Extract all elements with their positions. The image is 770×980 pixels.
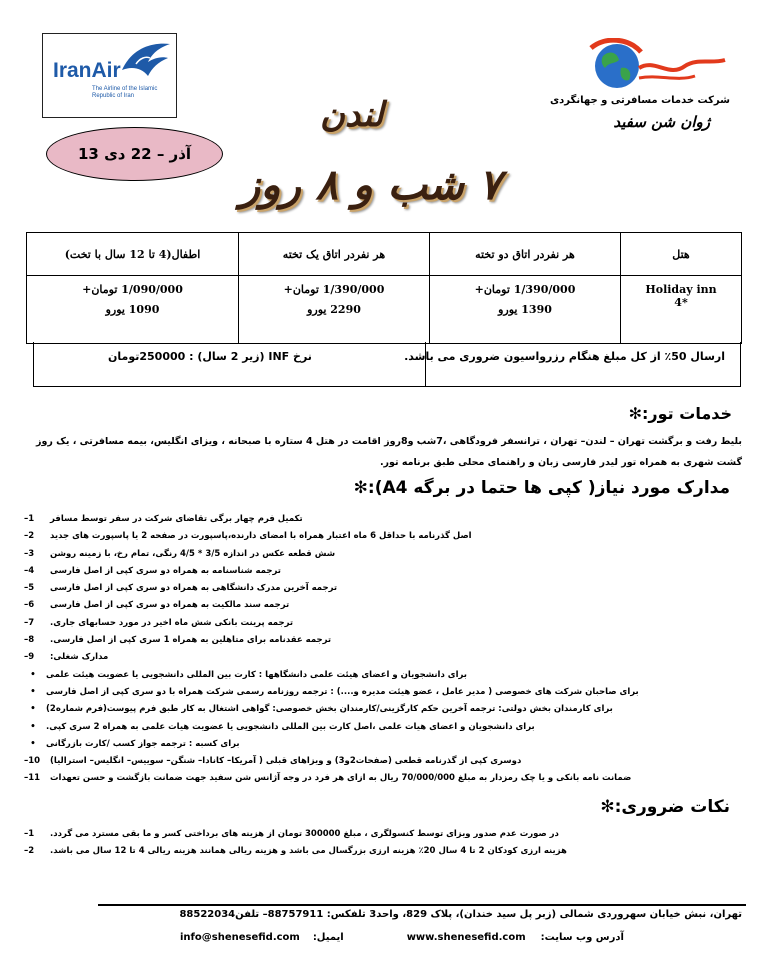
globe-logo-icon bbox=[585, 38, 735, 98]
tour-dates: 13 آذر – 22 دی bbox=[77, 145, 192, 163]
asterisk-icon: ✻ bbox=[600, 797, 615, 817]
iranair-wordmark: IranAir bbox=[53, 59, 121, 82]
list-item: 1– تکمیل فرم چهار برگی تقاضای شرکت در سفر توسط مسافر bbox=[24, 514, 303, 524]
table-row bbox=[27, 276, 742, 344]
list-item: 8– ترجمه عقدنامه برای متاهلین به همراه 1 سری کپی از اصل فارسی. bbox=[24, 635, 332, 646]
bullet-icon: • bbox=[30, 686, 36, 697]
list-item: 2– هزینه ارزی کودکان 2 تا 4 سال 20٪ هزینه ارزی بزرگسال می باشد و هزینه ریالی همانند هزینه ریالی 4 تا 12 سال می باشد. bbox=[24, 846, 567, 857]
list-item: 11– ضمانت نامه بانکی و یا چک رمزدار به مبلغ 70/000/000 ریال به ازای هر فرد در وجه آژانس شن سفید جهت ضمانت بازگشت و حسن تعهدات bbox=[24, 773, 632, 784]
company-brand: ژوان شن سفید bbox=[613, 113, 710, 131]
list-item: 9– مدارک شغلی: bbox=[24, 652, 109, 663]
list-item: 6– ترجمه سند مالکیت به همراه دو سری کپی از اصل فارسی bbox=[24, 600, 290, 611]
list-item: 10– دوسری کپی از گذرنامه قطعی (صفحات2و3) و ویزاهای قبلی ( آمریکا– کانادا– شنگن– سوییس– انگلیس– استرالیا) bbox=[24, 756, 522, 767]
table-header-row bbox=[27, 233, 742, 276]
footer-divider bbox=[98, 904, 746, 906]
price-euro: 2290 یورو bbox=[307, 303, 361, 316]
homa-bird-icon bbox=[118, 40, 172, 84]
list-item: 4– ترجمه شناسنامه به همراه دو سری کپی از اصل فارسی bbox=[24, 565, 281, 576]
deposit-note: ارسال 50٪ از کل مبلغ هنگام رزرواسیون ضروری می باشد. bbox=[404, 350, 725, 363]
single-room-price bbox=[239, 276, 430, 344]
price-toman: 1/390/000 تومان+ bbox=[474, 283, 576, 296]
notes-box bbox=[33, 342, 741, 387]
email-label: ایمیل: bbox=[312, 932, 344, 943]
job-list-item: • برای کسبه : ترجمه جواز کسب /کارت بازرگانی bbox=[20, 736, 710, 753]
price-toman: 1/390/000 تومان+ bbox=[283, 283, 385, 296]
bullet-icon: • bbox=[30, 704, 36, 715]
hotel-cell bbox=[621, 276, 742, 344]
services-text: بلیط رفت و برگشت تهران – لندن– تهران ، ترانسفر فرودگاهی ،7شب و8روز اقامت در هتل 4 ستاره با صبحانه ، ویزای انگلیس، بیمه مسافرتی ، یک روز گشت شهری به همراه تور لیدر فارسی زبان و راهنمای محلی طبق برنامه تور. bbox=[35, 436, 742, 468]
header-children: اطفال(4 تا 12 سال با تخت) bbox=[27, 233, 239, 276]
header-double-room: هر نفردر اتاق دو تخته bbox=[430, 233, 621, 276]
list-item: 2– اصل گذرنامه با حداقل 6 ماه اعتبار همراه با امضای دارنده،پاسپورت در صفحه 2 یا پاسپورت های جدید bbox=[24, 531, 472, 542]
price-euro: 1090 یورو bbox=[105, 303, 160, 316]
website-label: آدرس وب سایت: bbox=[540, 932, 624, 943]
header-hotel: هتل bbox=[621, 233, 742, 276]
notes-title: نکات ضروری:✻ bbox=[600, 797, 730, 817]
tour-duration-title: ۷ شب و ۸ روز bbox=[240, 160, 502, 209]
iranair-logo bbox=[42, 33, 177, 118]
hotel-stars: 4* bbox=[674, 296, 688, 309]
asterisk-icon: ✻ bbox=[353, 478, 368, 498]
bullet-icon: • bbox=[30, 669, 36, 680]
infant-note: نرخ INF (زیر 2 سال) : 250000تومان bbox=[108, 350, 312, 363]
job-list-item: • برای دانشجویان و اعضای هیات علمی ،اصل کارت بین المللی دانشجویی یا عضویت هیات علمی به همراه 2 سری کپی. bbox=[20, 719, 710, 736]
job-list-item: • برای صاحبان شرکت های خصوصی ( مدیر عامل ، عضو هیئت مدیره و....) : ترجمه روزنامه رسمی شرکت همراه با دو سری کپی از اصل فارسی bbox=[20, 684, 710, 701]
iranair-tagline: The Airline of the Islamic Republic of Iran bbox=[92, 86, 158, 99]
notes-list bbox=[20, 826, 710, 861]
list-item: 5– ترجمه آخرین مدرک دانشگاهی به همراه دو سری کپی از اصل فارسی bbox=[24, 583, 338, 594]
children-price bbox=[27, 276, 239, 344]
footer-address: تهران، نبش خیابان سهروردی شمالی (زبر پل سید خندان)، پلاک 829، واحد3 تلفکس: 88757911– تلفن88522034 bbox=[179, 909, 742, 920]
documents-list bbox=[20, 511, 710, 788]
price-toman: 1/090/000 تومان+ bbox=[82, 283, 183, 296]
documents-title: مدارک مورد نیاز( کپی ها حتما در برگه A4):✻ bbox=[353, 478, 730, 498]
bullet-icon: • bbox=[30, 721, 36, 732]
list-item: 1– در صورت عدم صدور ویزای توسط کنسولگری ، مبلغ 300000 تومان از هزینه های برداختی کسر و ما بقی مسترد می گردد. bbox=[24, 829, 559, 839]
price-euro: 1390 یورو bbox=[498, 303, 552, 316]
hotel-name: Holiday inn bbox=[645, 283, 717, 296]
double-room-price bbox=[430, 276, 621, 344]
price-table bbox=[26, 232, 742, 344]
bullet-icon: • bbox=[30, 738, 36, 749]
footer-contact bbox=[180, 932, 624, 943]
list-item: 3– شش قطعه عکس در اندازه 3/5 * 4/5 رنگی، تمام رخ، با زمینه روشن bbox=[24, 548, 336, 559]
job-list-item: • برای کارمندان بخش دولتی: ترجمه آخرین حکم کارگزینی/کارمندان بخش خصوصی: گواهی اشتغال به کار طبق فرم پیوست(فرم شماره2) bbox=[20, 701, 710, 718]
list-item: 7– ترجمه پرینت بانکی شش ماه اخیر در مورد حسابهای جاری. bbox=[24, 617, 294, 628]
notes-divider bbox=[425, 342, 426, 386]
services-title: خدمات تور:✻ bbox=[628, 404, 732, 423]
website-link[interactable]: www.shenesefid.com bbox=[406, 932, 526, 943]
header-single-room: هر نفردر اتاق یک تخته bbox=[239, 233, 430, 276]
job-list-item: • برای دانشجویان و اعضای هیئت علمی دانشگاهها : کارت بین المللی دانشجویی یا عضویت هیئت علمی bbox=[20, 667, 710, 684]
email-link[interactable]: info@shenesefid.com bbox=[180, 932, 300, 943]
tour-dates-badge bbox=[46, 127, 223, 181]
tour-city-title: لندن bbox=[320, 95, 384, 135]
company-name: شرکت خدمات مسافرتی و جهانگردی bbox=[550, 95, 730, 106]
asterisk-icon: ✻ bbox=[628, 404, 643, 423]
